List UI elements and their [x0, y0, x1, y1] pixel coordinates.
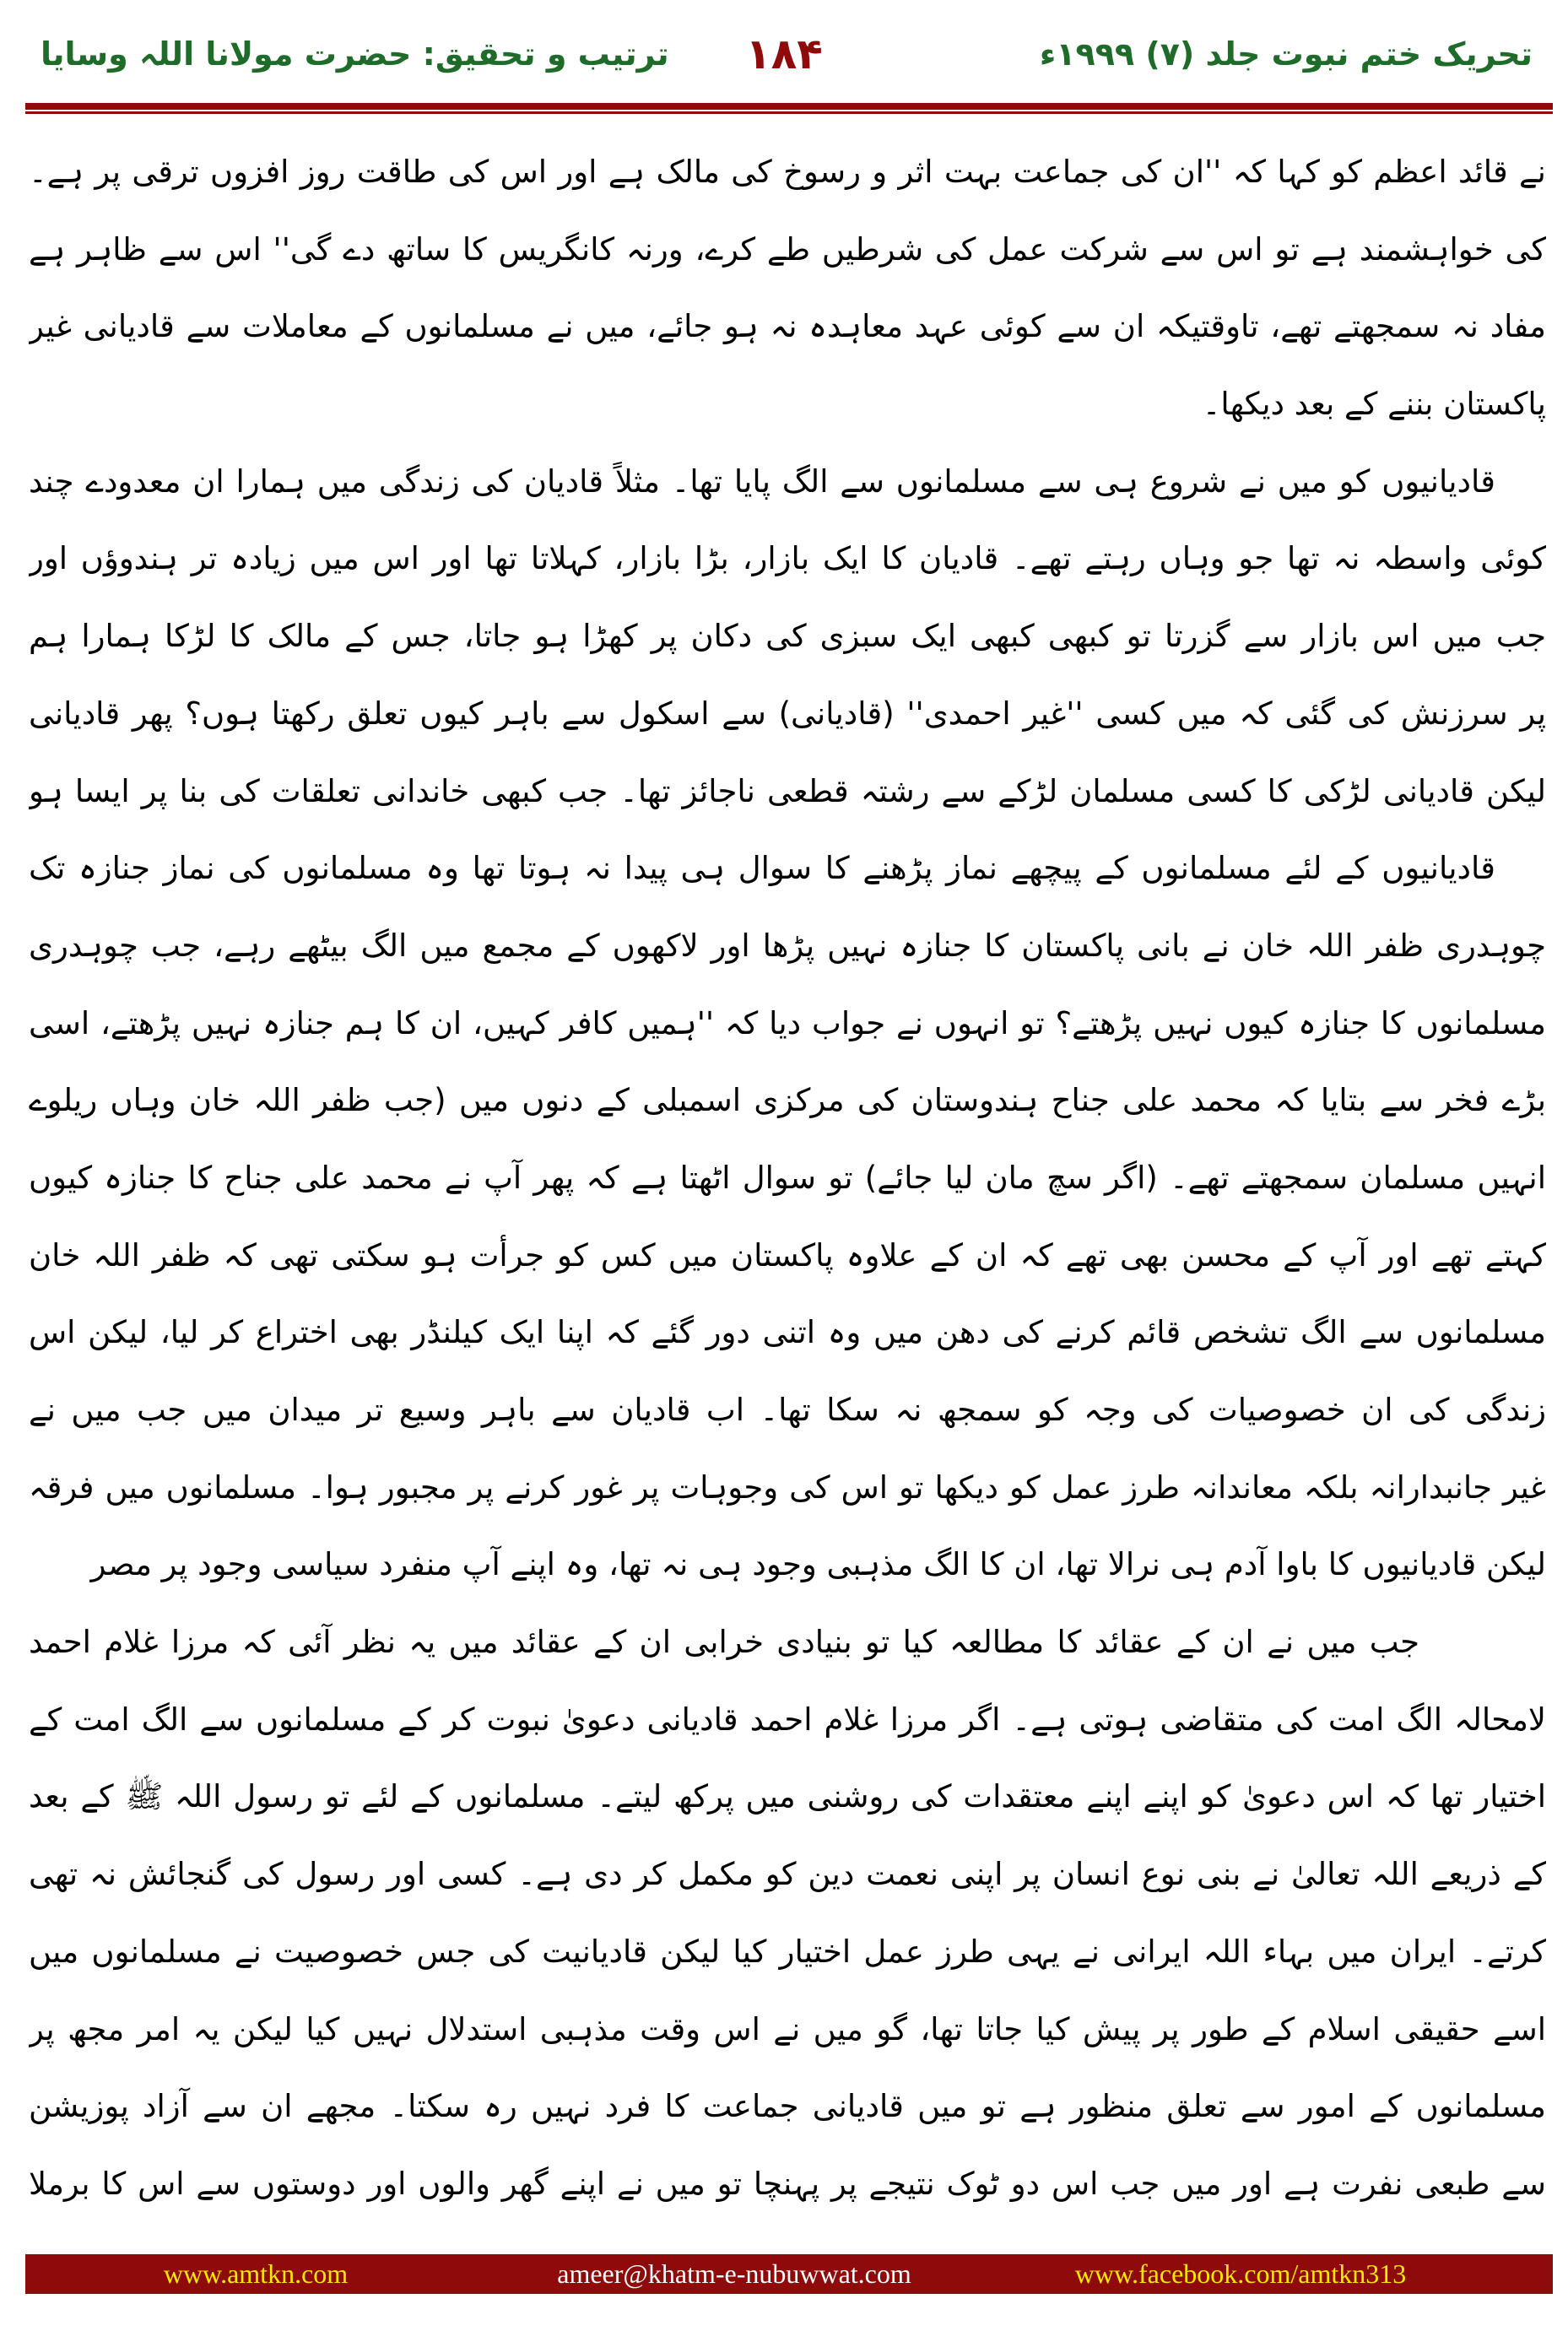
text-line: نے قائد اعظم کو کہا کہ ''ان کی جماعت بہت اثر و رسوخ کی مالک ہے اور اس کی طاقت روز افزوں ترقی پر ہے۔	[29, 154, 1546, 190]
facebook-link[interactable]: www.facebook.com/amtkn313	[1074, 2258, 1407, 2289]
text-line: اختیار تھا کہ اس دعویٰ کو اپنے اپنے معتقدات کی روشنی میں پرکھ لیتے۔ مسلمانوں کے لئے تو رسول اللہ ﷺ کے بعد	[29, 1778, 1546, 1815]
website-link[interactable]: www.amtkn.com	[163, 2258, 349, 2289]
page-body-text	[29, 133, 1546, 2223]
text-line: کرتے۔ ایران میں بہاء اللہ ایرانی نے یہی طرز عمل اختیار کیا لیکن قادیانیت کی جس خصوصیت نے مسلمانوں میں	[29, 1933, 1546, 1970]
text-line: لیکن قادیانیوں کا باوا آدم ہی نرالا تھا، ان کا الگ مذہبی وجود ہی نہ تھا، وہ اپنے آپ منفرد سیاسی وجود پر مصر	[90, 1546, 1546, 1583]
text-line: قادیانیوں کے لئے مسلمانوں کے پیچھے نماز پڑھنے کا سوال ہی پیدا نہ ہوتا تھا وہ مسلمانوں کی نماز جنازہ تک	[29, 850, 1495, 887]
text-line: کی خواہشمند ہے تو اس سے شرکت عمل کی شرطیں طے کرے، ورنہ کانگریس کا ساتھ دے گی'' اس سے ظاہر ہے	[29, 230, 1546, 268]
text-line: مسلمانوں کے امور سے تعلق منظور ہے تو میں قادیانی جماعت کا فرد نہیں رہ سکتا۔ مجھے ان سے آزاد پوزیشن	[29, 2088, 1546, 2125]
footer-bar	[25, 2254, 1553, 2294]
email-link[interactable]: ameer@khatm-e-nubuwwat.com	[557, 2258, 911, 2289]
text-line: کے ذریعے اللہ تعالیٰ نے بنی نوع انسان پر اپنی نعمت دین کو مکمل کر دی ہے۔ کسی اور رسول کی گنجائش نہ تھی	[29, 1856, 1546, 1893]
text-line: لیکن قادیانی لڑکی کا کسی مسلمان لڑکے سے رشتہ قطعی ناجائز تھا۔ جب کبھی خاندانی تعلقات کی بنا پر ایسا ہو	[29, 772, 1546, 809]
text-line: پر سرزنش کی گئی کہ میں کسی ''غیر احمدی'' (قادیانی) سے اسکول سے باہر کیوں تعلق رکھتا ہوں؟ پھر قادیانی	[29, 695, 1546, 732]
page-number: ۱۸۴	[745, 30, 823, 78]
text-line: مسلمانوں کا جنازہ کیوں نہیں پڑھتے؟ تو انہوں نے جواب دیا کہ ''ہمیں کافر کہیں، ان کا ہم جنازہ نہیں پڑھتے، اسی	[29, 1004, 1546, 1041]
text-line: سے طبعی نفرت ہے اور میں جب اس دو ٹوک نتیجے پر پہنچا تو میں نے اپنے گھر والوں اور دوستوں سے اس کا برملا	[29, 2165, 1546, 2202]
text-line: کہتے تھے اور آپ کے محسن بھی تھے کہ ان کے علاوہ پاکستان میں کس کو جرأت ہو سکتی تھی کہ ظفر اللہ خان	[29, 1236, 1546, 1274]
text-line: لامحالہ الگ امت کی متقاضی ہوتی ہے۔ اگر مرزا غلام احمد قادیانی دعویٰ نبوت کر کے مسلمانوں سے الگ امت کے	[29, 1701, 1546, 1738]
text-line: قادیانیوں کو میں نے شروع ہی سے مسلمانوں سے الگ پایا تھا۔ مثلاً قادیان کی زندگی میں ہمارا ان معدودے چند	[29, 462, 1495, 500]
compiler-credit: ترتیب و تحقیق: حضرت مولانا اللہ وسایا	[41, 35, 669, 73]
text-line: چوہدری ظفر اللہ خان نے بانی پاکستان کا جنازہ نہیں پڑھا اور لاکھوں کے مجمع میں الگ بیٹھے رہے، جب چوہدری	[29, 927, 1546, 964]
text-line: کوئی واسطہ نہ تھا جو وہاں رہتے تھے۔ قادیان کا ایک بازار، بڑا بازار، کہلاتا تھا اور اس میں زیادہ تر ہندوؤں اور	[29, 540, 1546, 577]
text-line: اسے حقیقی اسلام کے طور پر پیش کیا جاتا تھا، گو میں نے اس وقت مذہبی استدلال نہیں کیا لیکن یہ امر مجھ پر	[29, 2010, 1546, 2047]
text-line: جب میں نے ان کے عقائد کا مطالعہ کیا تو بنیادی خرابی ان کے عقائد میں یہ نظر آئی کہ مرزا غلام احمد	[29, 1624, 1419, 1661]
text-line: غیر جانبدارانہ بلکہ معاندانہ طرز عمل کو دیکھا تو اس کی وجوہات پر غور کرنے پر مجبور ہوا۔ مسلمانوں میں فرقہ	[29, 1468, 1546, 1506]
text-line: بڑے فخر سے بتایا کہ محمد علی جناح ہندوستان کی مرکزی اسمبلی کے دنوں میں (جب ظفر اللہ خان وہاں ریلوے	[29, 1082, 1546, 1119]
text-line: پاکستان بننے کے بعد دیکھا۔	[1202, 386, 1546, 423]
text-line: انہیں مسلمان سمجھتے تھے۔ (اگر سچ مان لیا جائے) تو سوال اٹھتا ہے کہ پھر آپ نے محمد علی جناح کا جنازہ کیوں	[29, 1159, 1546, 1196]
text-line: زندگی کی ان خصوصیات کی وجہ کو سمجھ نہ سکا تھا۔ اب قادیان سے باہر وسیع تر میدان میں جب میں نے	[29, 1392, 1546, 1428]
header-rule-thin	[25, 111, 1553, 114]
text-line: مسلمانوں سے الگ تشخص قائم کرنے کی دھن میں وہ اتنی دور گئے کہ اپنا ایک کیلنڈر بھی اختراع کر لیا، لیکن اس	[29, 1314, 1546, 1351]
text-line: مفاد نہ سمجھتے تھے، تاوقتیکہ ان سے کوئی عہد معاہدہ نہ ہو جائے، میں نے مسلمانوں کے معاملات سے قادیانی غیر	[29, 308, 1546, 345]
text-line: جب میں اس بازار سے گزرتا تو کبھی کبھی ایک سبزی کی دکان پر کھڑا ہو جاتا، جس کے مالک کا لڑکا ہمارا ہم	[29, 618, 1546, 655]
book-title: تحریک ختم نبوت جلد (۷) ۱۹۹۹ء	[1039, 35, 1533, 73]
header-rule-thick	[25, 103, 1553, 110]
